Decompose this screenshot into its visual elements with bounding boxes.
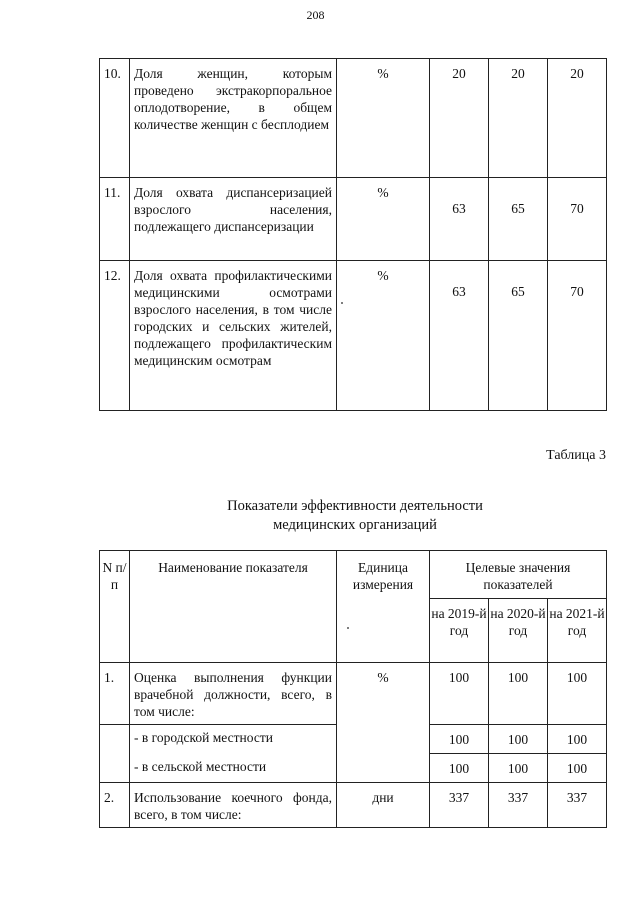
value-2019: 20 (430, 59, 489, 178)
header-name: Наименование показателя (130, 551, 337, 663)
value-2020: 65 (489, 261, 548, 411)
indicator-unit: дни (337, 783, 430, 828)
indicator-subitem: - в сельской местности (130, 754, 337, 783)
value-2019: 337 (430, 783, 489, 828)
scan-speck (347, 627, 349, 629)
table-label: Таблица 3 (546, 448, 606, 463)
header-unit: Единица измерения (337, 551, 430, 663)
value-2019: 100 (430, 754, 489, 783)
indicator-name: Оценка выполнения функции врачебной должности, всего, в том числе: (130, 663, 337, 725)
row-number: 12. (100, 261, 130, 411)
indicator-subitem: - в городской местности (130, 725, 337, 754)
table-row (100, 178, 607, 261)
indicator-name: Использование коечного фонда, всего, в том числе: (130, 783, 337, 828)
empty-cell (100, 725, 130, 754)
indicator-unit: % (337, 59, 430, 178)
table-row (100, 261, 607, 411)
value-2020: 100 (489, 663, 548, 725)
indicator-name: Доля женщин, которым проведено экстракорпоральное оплодотворение, в общем количестве женщин с бесплодием (130, 59, 337, 178)
value-2021: 20 (548, 59, 607, 178)
row-number: 2. (100, 783, 130, 828)
table-title-line: медицинских организаций (273, 517, 437, 533)
indicator-name: Доля охвата диспансеризацией взрослого населения, подлежащего диспансеризации (130, 178, 337, 261)
header-target-values: Целевые значения показателей (430, 551, 607, 599)
header-year-2019: на 2019-й год (430, 599, 489, 663)
indicator-unit: % (337, 178, 430, 261)
value-2020: 65 (489, 178, 548, 261)
value-2021: 100 (548, 663, 607, 725)
value-2021: 337 (548, 783, 607, 828)
indicator-name: Доля охвата профилактическими медицинскими осмотрами взрослого населения, в том числе городских и сельских жителей, подлежащего профилактическим медицинским осмотрам (130, 261, 337, 411)
header-year-2021: на 2021-й год (548, 599, 607, 663)
row-number: 10. (100, 59, 130, 178)
value-2021: 70 (548, 178, 607, 261)
table-row (100, 59, 607, 178)
table-title-line: Показатели эффективности деятельности (227, 498, 483, 514)
row-number: 11. (100, 178, 130, 261)
efficiency-indicators-table (99, 550, 607, 828)
scan-speck (341, 302, 343, 304)
value-2019: 63 (430, 178, 489, 261)
table-row (100, 663, 607, 725)
value-2020: 337 (489, 783, 548, 828)
table-title (160, 497, 550, 535)
row-number: 1. (100, 663, 130, 725)
value-2019: 100 (430, 663, 489, 725)
value-2020: 100 (489, 725, 548, 754)
value-2020: 100 (489, 754, 548, 783)
value-2021: 100 (548, 725, 607, 754)
empty-cell (100, 754, 130, 783)
value-2021: 100 (548, 754, 607, 783)
table-row (100, 783, 607, 828)
page-number: 208 (306, 8, 325, 22)
value-2021: 70 (548, 261, 607, 411)
value-2019: 63 (430, 261, 489, 411)
header-number: N п/п (100, 551, 130, 663)
header-year-2020: на 2020-й год (489, 599, 548, 663)
indicators-table-continued (99, 58, 607, 411)
indicator-unit: % (337, 261, 430, 411)
indicator-unit: % (337, 663, 430, 783)
table-header-row (100, 551, 607, 599)
value-2019: 100 (430, 725, 489, 754)
value-2020: 20 (489, 59, 548, 178)
